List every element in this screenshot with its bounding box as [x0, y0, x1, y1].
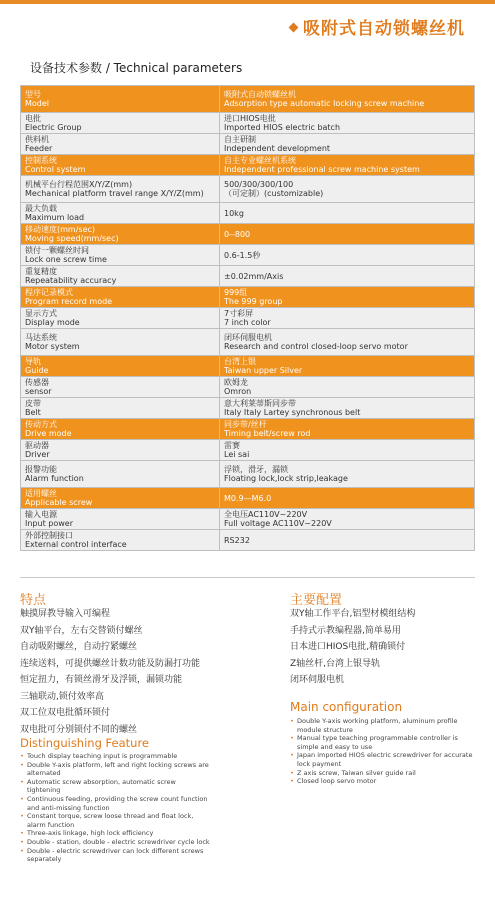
spec-value-cn: 全电压AC110V~220V	[224, 510, 308, 519]
spec-value-en: Independent development	[224, 144, 331, 153]
spec-label-cn: 导轨	[25, 357, 41, 366]
spec-value-cell	[220, 86, 475, 113]
spec-value-en: The 999 group	[224, 297, 283, 306]
spec-value-cell	[220, 287, 475, 308]
list-item: 触摸屏教导输入可编程	[20, 609, 111, 619]
spec-label-cn: 锁付一颗螺丝时间	[25, 246, 89, 255]
spec-label-cell	[21, 398, 220, 419]
spec-value-cell	[220, 530, 475, 551]
spec-label-en: Input power	[25, 519, 73, 528]
spec-value-cn: 意大利莱蒂斯同步带	[224, 399, 296, 408]
spec-value-cn: M0.9—M6.0	[224, 493, 272, 503]
spec-label-en: Feeder	[25, 144, 53, 153]
spec-label-en: Lock one screw time	[25, 255, 107, 264]
list-item: • Z axis screw, Taiwan silver guide rail	[290, 769, 480, 778]
spec-label-cn: 显示方式	[25, 309, 57, 318]
spec-label-cn: 外部控制接口	[25, 531, 73, 540]
spec-row	[21, 245, 475, 266]
spec-value-cell	[220, 356, 475, 377]
spec-row	[21, 461, 475, 488]
spec-value-cn: 欧姆龙	[224, 378, 248, 387]
spec-row	[21, 419, 475, 440]
diamond-bullet-icon	[289, 22, 299, 32]
list-item: • Manual type teaching programmable controller is simple and easy to use	[290, 734, 480, 751]
spec-row	[21, 113, 475, 134]
features-list-cn	[20, 606, 260, 738]
spec-label-cell	[21, 224, 220, 245]
spec-value-cn: 10kg	[224, 208, 244, 218]
list-item: 恒定扭力，有锁丝滑牙及浮锁，漏锁功能	[20, 675, 183, 685]
spec-label-cell	[21, 308, 220, 329]
spec-label-cell	[21, 377, 220, 398]
spec-row	[21, 224, 475, 245]
spec-value-en: Taiwan upper Silver	[224, 366, 303, 375]
spec-value-cell	[220, 308, 475, 329]
list-item: 自动吸附螺丝，自动拧紧螺丝	[20, 642, 138, 652]
spec-value-en: Imported HIOS electric batch	[224, 123, 341, 132]
spec-value-cell	[220, 461, 475, 488]
list-item: 连续送料，可提供螺丝计数功能及防漏打功能	[20, 658, 201, 669]
spec-table	[20, 85, 475, 551]
list-item: 双Y轴平台，左右交替锁付螺丝	[20, 625, 143, 636]
spec-value-cell	[220, 113, 475, 134]
spec-row	[21, 356, 475, 377]
spec-value-cell	[220, 398, 475, 419]
list-item: 手持式示教编程器,简单易用	[290, 625, 401, 636]
spec-value-en: Timing belt/screw rod	[224, 429, 311, 438]
spec-label-en: Guide	[25, 366, 49, 375]
spec-row	[21, 398, 475, 419]
spec-label-cell	[21, 203, 220, 224]
spec-label-cn: 传动方式	[25, 420, 57, 429]
spec-value-cell	[220, 224, 475, 245]
top-accent-bar	[0, 0, 495, 4]
spec-row	[21, 266, 475, 287]
spec-value-cn: 同步带/丝杆	[224, 420, 267, 429]
spec-label-cn: 移动速度(mm/sec)	[25, 225, 96, 234]
spec-label-cn: 机械平台行程范围X/Y/Z(mm)	[25, 180, 133, 189]
spec-label-cell	[21, 245, 220, 266]
spec-value-en: Omron	[224, 387, 252, 396]
spec-value-en: Adsorption type automatic locking screw machine	[224, 99, 425, 108]
spec-label-en: Electric Group	[25, 123, 82, 132]
spec-label-en: Applicable screw	[25, 498, 93, 507]
spec-label-cn: 型号	[25, 90, 41, 99]
spec-value-cn: 自主研制	[224, 135, 256, 144]
list-item: • Three-axis linkage, high lock efficiency	[20, 829, 210, 838]
spec-value-cell	[220, 377, 475, 398]
spec-value-cell	[220, 176, 475, 203]
spec-label-cell	[21, 86, 220, 113]
spec-label-cn: 报警功能	[25, 465, 57, 474]
spec-value-cell	[220, 488, 475, 509]
spec-label-cell	[21, 155, 220, 176]
config-list-en	[290, 717, 480, 786]
spec-value-cell	[220, 329, 475, 356]
list-item: 双Y轴工作平台,铝型材模组结构	[290, 609, 416, 619]
list-item: 双工位双电批循环锁付	[20, 708, 111, 718]
spec-label-en: Alarm function	[25, 474, 84, 483]
specs-section-title: 设备技术参数 / Technical parameters	[30, 61, 243, 75]
spec-label-cn: 电批	[25, 114, 41, 123]
spec-value-cn: 台湾上银	[224, 357, 256, 366]
spec-row	[21, 308, 475, 329]
spec-value-cn: 500/300/300/100	[224, 180, 294, 189]
spec-label-cell	[21, 530, 220, 551]
spec-value-en: Lei sai	[224, 450, 250, 459]
spec-value-cn: 浮锁，滑牙，漏锁	[224, 465, 288, 474]
spec-label-en: Drive mode	[25, 429, 72, 438]
spec-row	[21, 86, 475, 113]
spec-label-cell	[21, 266, 220, 287]
spec-value-en: 7 inch color	[224, 318, 271, 327]
spec-value-cn: 雷赛	[224, 441, 240, 450]
spec-label-en: Repeatability accuracy	[25, 276, 117, 285]
list-item: Z轴丝杆,台湾上银导轨	[290, 658, 381, 669]
spec-label-cn: 马达系统	[25, 333, 57, 342]
spec-value-en: Full voltage AC110V~220V	[224, 519, 332, 528]
features-list-en	[20, 752, 210, 864]
spec-label-cn: 驱动器	[25, 441, 49, 450]
spec-row	[21, 530, 475, 551]
list-item: 双电批可分别锁付不同的螺丝	[20, 724, 138, 735]
list-item: • Continuous feeding, providing the screw count function and anti-missing function	[20, 795, 210, 812]
config-heading-cn: 主要配置	[290, 593, 343, 608]
list-item: 闭环伺服电机	[290, 675, 345, 685]
spec-value-en: Floating lock,lock strip,leakage	[224, 474, 348, 483]
list-item: • Double - electric screwdriver can lock different screws separately	[20, 847, 210, 864]
spec-label-en: External control interface	[25, 540, 127, 549]
list-item: • Japan imported HIOS electric screwdriver for accurate lock payment	[290, 751, 480, 768]
list-item: • Double Y-axis platform, left and right locking screws are alternated	[20, 761, 210, 778]
spec-label-en: Motor system	[25, 342, 80, 351]
list-item: • Double Y-axis working platform, aluminum profile module structure	[290, 717, 480, 734]
spec-row	[21, 155, 475, 176]
spec-row	[21, 440, 475, 461]
spec-row	[21, 509, 475, 530]
spec-label-en: Maximum load	[25, 213, 85, 222]
list-item: 日本进口HIOS电批,精确锁付	[290, 642, 406, 652]
spec-label-cell	[21, 440, 220, 461]
spec-value-cell	[220, 419, 475, 440]
spec-row	[21, 329, 475, 356]
spec-label-cn: 程序记录模式	[25, 288, 73, 297]
spec-label-cn: 重复精度	[25, 267, 57, 276]
spec-label-en: Moving speed(mm/sec)	[25, 234, 119, 243]
spec-value-cn: 闭环伺服电机	[224, 333, 272, 342]
spec-value-cell	[220, 266, 475, 287]
spec-value-cn: 0--800	[224, 229, 251, 239]
spec-value-cn: 吸附式自动锁螺丝机	[224, 90, 296, 99]
spec-label-cn: 适用螺丝	[25, 489, 57, 498]
spec-label-cell	[21, 419, 220, 440]
spec-label-en: sensor	[25, 387, 52, 396]
list-item: • Automatic screw absorption, automatic screw tightening	[20, 778, 210, 795]
spec-label-en: Mechanical platform travel range X/Y/Z(mm)	[25, 189, 204, 198]
spec-value-en: （可定制）(customizable)	[224, 189, 324, 198]
spec-value-en: Independent professional screw machine system	[224, 165, 420, 174]
features-heading-cn: 特点	[20, 593, 47, 608]
spec-value-cell	[220, 509, 475, 530]
spec-value-cell	[220, 203, 475, 224]
config-list-cn	[290, 606, 480, 689]
spec-row	[21, 287, 475, 308]
list-item: • Closed loop servo motor	[290, 777, 480, 786]
spec-row	[21, 134, 475, 155]
spec-value-cn: 7寸彩屏	[224, 309, 254, 318]
features-heading-en: Distinguishing Feature	[20, 736, 149, 750]
spec-value-cn: RS232	[224, 535, 250, 545]
spec-label-cn: 供料机	[25, 135, 49, 144]
spec-value-cell	[220, 440, 475, 461]
list-item: • Constant torque, screw loose thread and float lock, alarm function	[20, 812, 210, 829]
list-item: • Double - station, double - electric screwdriver cycle lock	[20, 838, 210, 847]
spec-label-en: Control system	[25, 165, 86, 174]
spec-label-en: Driver	[25, 450, 50, 459]
config-heading-en: Main configuration	[290, 700, 403, 714]
spec-value-cn: ±0.02mm/Axis	[224, 271, 284, 281]
spec-label-cell	[21, 134, 220, 155]
list-item: • Touch display teaching input is programmable	[20, 752, 210, 761]
spec-label-cell	[21, 329, 220, 356]
spec-label-en: Program record mode	[25, 297, 113, 306]
spec-label-cn: 传感器	[25, 378, 49, 387]
spec-value-cell	[220, 134, 475, 155]
spec-value-en: Research and control closed-loop servo motor	[224, 342, 408, 351]
page-title	[290, 14, 465, 39]
spec-row	[21, 377, 475, 398]
spec-label-cell	[21, 176, 220, 203]
spec-row	[21, 488, 475, 509]
spec-label-cell	[21, 509, 220, 530]
spec-value-cn: 进口HIOS电批	[224, 114, 276, 123]
spec-label-cn: 最大负载	[25, 204, 57, 213]
spec-value-cn: 自主专业螺丝机系统	[224, 156, 296, 165]
spec-label-cell	[21, 488, 220, 509]
spec-label-cn: 输入电源	[25, 510, 57, 519]
spec-label-en: Belt	[25, 408, 41, 417]
spec-value-cell	[220, 245, 475, 266]
spec-row	[21, 203, 475, 224]
spec-value-en: Italy Italy Lartey synchronous belt	[224, 408, 361, 417]
list-item: 三轴联动,锁付效率高	[20, 691, 104, 702]
spec-value-cell	[220, 155, 475, 176]
spec-label-en: Display mode	[25, 318, 80, 327]
page-title-text: 吸附式自动锁螺丝机	[303, 19, 465, 39]
spec-row	[21, 176, 475, 203]
section-divider	[20, 577, 475, 578]
spec-label-cell	[21, 461, 220, 488]
spec-label-cell	[21, 113, 220, 134]
spec-value-cn: 0.6-1.5秒	[224, 250, 261, 260]
spec-label-cell	[21, 356, 220, 377]
spec-value-cn: 999组	[224, 288, 248, 297]
spec-label-en: Model	[25, 99, 50, 108]
spec-label-cell	[21, 287, 220, 308]
spec-label-cn: 控制系统	[25, 156, 57, 165]
spec-label-cn: 皮带	[25, 399, 41, 408]
